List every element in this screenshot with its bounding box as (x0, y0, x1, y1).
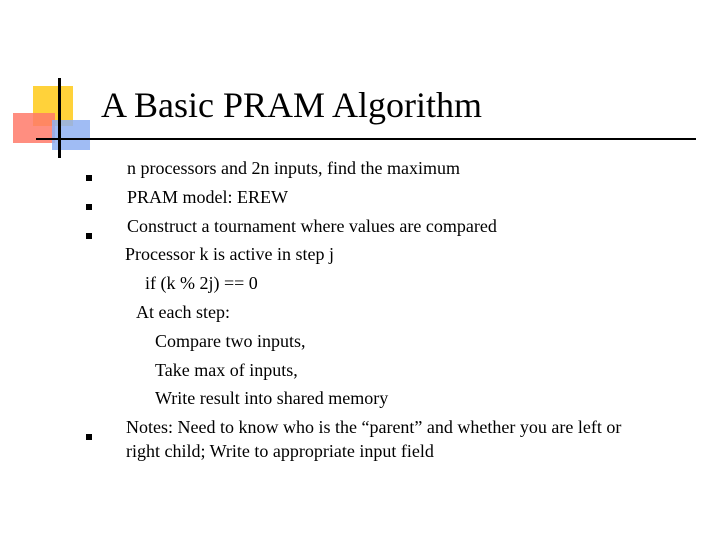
title-underline (36, 138, 696, 140)
notes-text-line1: Notes: Need to know who is the “parent” and whether you are left or (126, 417, 622, 437)
slide-title: A Basic PRAM Algorithm (101, 85, 483, 125)
sub-line: At each step: (136, 302, 230, 322)
sub-line: Processor k is active in step j (125, 244, 334, 264)
notes-text-line2: right child; Write to appropriate input field (126, 441, 434, 461)
bullet-text: Construct a tournament where values are compared (127, 216, 497, 236)
sub-line: if (k % 2j) == 0 (145, 273, 258, 293)
sub-line: Write result into shared memory (155, 388, 389, 408)
square-bullet-icon (86, 233, 92, 239)
logo-vertical-line (58, 78, 61, 158)
square-bullet-icon (86, 175, 92, 181)
bullet-text: PRAM model: EREW (127, 187, 288, 207)
square-bullet-icon (86, 434, 92, 440)
bullet-text: n processors and 2n inputs, find the maximum (127, 158, 460, 178)
sub-line: Take max of inputs, (155, 360, 298, 380)
square-bullet-icon (86, 204, 92, 210)
sub-line: Compare two inputs, (155, 331, 306, 351)
